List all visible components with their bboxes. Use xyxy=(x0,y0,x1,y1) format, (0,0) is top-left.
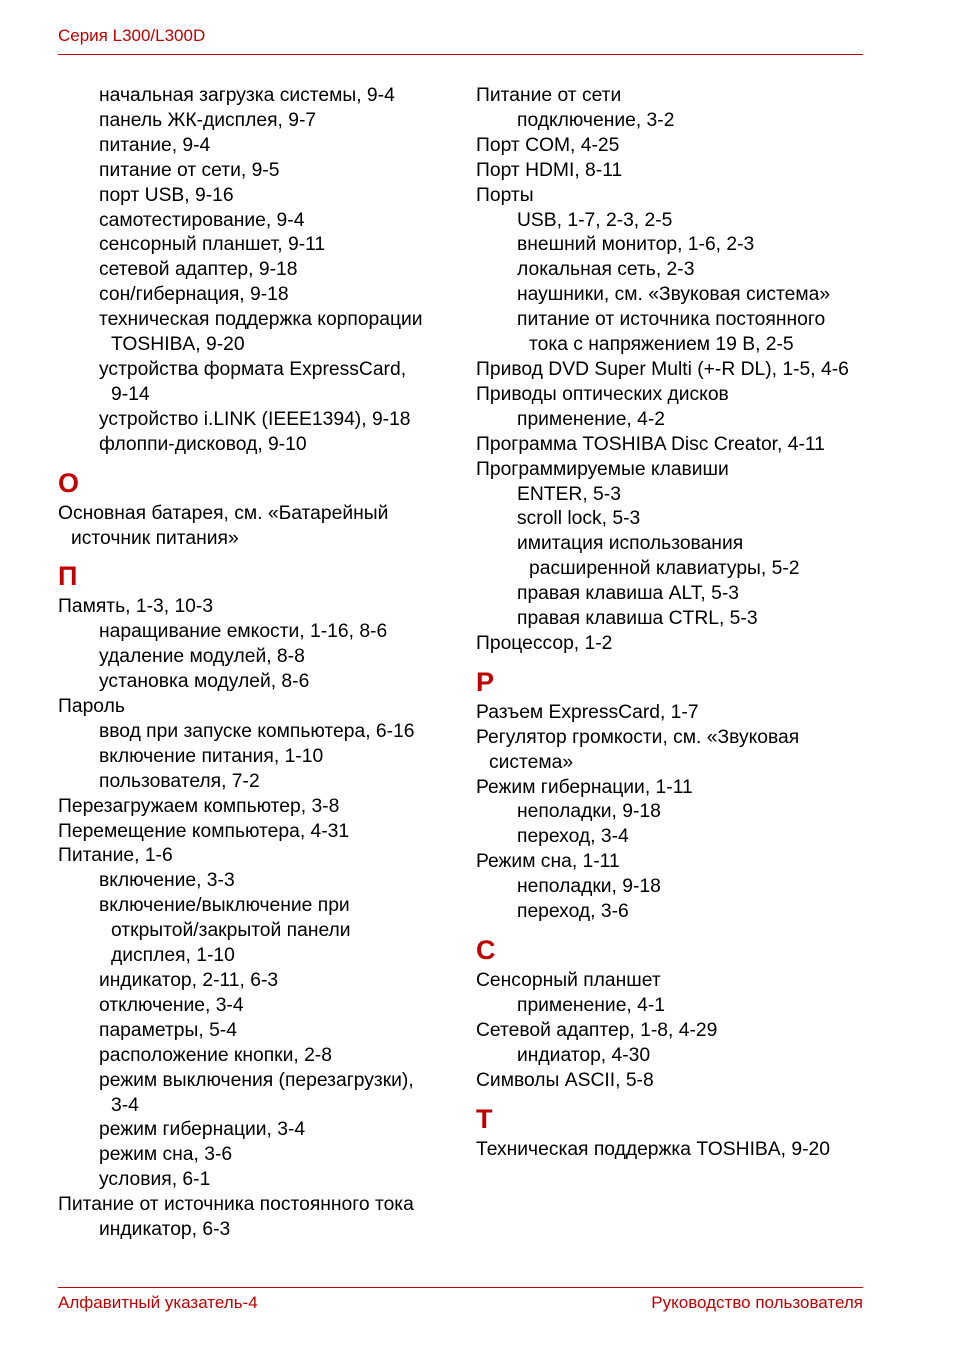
index-subentry: индиатор, 4-30 xyxy=(517,1044,651,1066)
index-subentry: подключение, 3-2 xyxy=(517,109,675,131)
index-subentry: имитация использования xyxy=(517,533,744,555)
index-entry: Регулятор громкости, см. «Звуковая xyxy=(476,726,800,748)
index-entry: Программируемые клавиши xyxy=(476,458,729,480)
index-subentry: ввод при запуске компьютера, 6-16 xyxy=(99,720,415,742)
index-subentry: включение/выключение при xyxy=(99,895,350,917)
index-entry: Питание, 1-6 xyxy=(58,845,173,867)
footer-manual-title: Руководство пользователя xyxy=(651,1293,863,1312)
index-entry: источник питания» xyxy=(71,527,239,549)
index-entry: Перезагружаем компьютер, 3-8 xyxy=(58,795,340,817)
index-entry: Сенсорный планшет xyxy=(476,970,661,991)
index-subentry: правая клавиша CTRL, 5-3 xyxy=(517,608,758,630)
index-subentry: удаление модулей, 8-8 xyxy=(99,646,305,668)
footer-page-label: Алфавитный указатель-4 xyxy=(58,1293,258,1312)
index-subentry: применение, 4-1 xyxy=(517,994,666,1016)
index-subentry: режим сна, 3-6 xyxy=(99,1144,233,1166)
index-subentry: питание от сети, 9-5 xyxy=(99,159,280,181)
index-subentry: пользователя, 7-2 xyxy=(99,770,260,792)
index-section-letter: Р xyxy=(476,666,495,697)
index-subentry: питание от источника постоянного xyxy=(517,309,826,331)
index-subentry: расположение кнопки, 2-8 xyxy=(99,1044,332,1066)
index-entry: Программа TOSHIBA Disc Creator, 4-11 xyxy=(476,433,825,455)
index-subentry: локальная сеть, 2-3 xyxy=(517,259,695,281)
index-entry: Порт HDMI, 8-11 xyxy=(476,159,623,181)
index-subentry: устройство i.LINK (IEEE1394), 9-18 xyxy=(99,408,411,430)
index-subentry: начальная загрузка системы, 9-4 xyxy=(99,85,395,106)
index-subentry: открытой/закрытой панели xyxy=(111,920,351,942)
index-subentry: параметры, 5-4 xyxy=(99,1019,237,1041)
index-subentry: устройства формата ExpressCard, xyxy=(99,358,407,380)
index-subentry: TOSHIBA, 9-20 xyxy=(111,334,245,356)
index-entry: система» xyxy=(489,751,574,773)
index-subentry: сон/гибернация, 9-18 xyxy=(99,284,289,306)
index-subentry: техническая поддержка корпорации xyxy=(99,309,423,331)
index-column-left xyxy=(58,84,458,1243)
index-subentry: применение, 4-2 xyxy=(517,408,666,430)
index-entry: Приводы оптических дисков xyxy=(476,383,729,405)
index-entry: Питание от сети xyxy=(476,85,622,106)
index-entry: Память, 1-3, 10-3 xyxy=(58,596,214,618)
index-section-letter: П xyxy=(58,561,78,592)
index-subentry: самотестирование, 9-4 xyxy=(99,209,305,231)
index-section-letter: Т xyxy=(476,1103,493,1134)
index-entry: Привод DVD Super Multi (+-R DL), 1-5, 4-6 xyxy=(476,358,849,380)
index-subentry: условия, 6-1 xyxy=(99,1169,211,1191)
index-subentry: 9-14 xyxy=(111,383,150,405)
index-subentry: переход, 3-6 xyxy=(517,901,629,923)
index-column-right xyxy=(476,84,896,1162)
header-rule xyxy=(58,54,863,55)
index-subentry: сенсорный планшет, 9-11 xyxy=(99,234,326,256)
index-subentry: правая клавиша ALT, 5-3 xyxy=(517,583,739,605)
index-subentry: установка модулей, 8-6 xyxy=(99,671,310,693)
index-section-letter: О xyxy=(58,467,80,498)
index-subentry: 3-4 xyxy=(111,1094,139,1116)
index-subentry: внешний монитор, 1-6, 2-3 xyxy=(517,234,755,256)
index-subentry: переход, 3-4 xyxy=(517,826,629,848)
index-section-letter: С xyxy=(476,935,496,965)
index-subentry: неполадки, 9-18 xyxy=(517,876,661,898)
index-subentry: отключение, 3-4 xyxy=(99,994,244,1016)
index-subentry: панель ЖК-дисплея, 9-7 xyxy=(99,109,317,131)
index-entry: Процессор, 1-2 xyxy=(476,632,613,654)
index-entry: Символы ASCII, 5-8 xyxy=(476,1069,654,1091)
index-subentry: индикатор, 2-11, 6-3 xyxy=(99,970,279,991)
index-entry: Порты xyxy=(476,184,534,206)
index-subentry: наушники, см. «Звуковая система» xyxy=(517,284,831,306)
index-subentry: включение, 3-3 xyxy=(99,870,235,892)
index-entry: Порт COM, 4-25 xyxy=(476,134,620,156)
index-subentry: наращивание емкости, 1-16, 8-6 xyxy=(99,621,388,643)
index-subentry: включение питания, 1-10 xyxy=(99,745,324,767)
index-entry: Режим гибернации, 1-11 xyxy=(476,776,693,798)
footer-rule xyxy=(58,1287,863,1288)
index-subentry: USB, 1-7, 2-3, 2-5 xyxy=(517,209,673,231)
running-header: Серия L300/L300D xyxy=(58,26,206,45)
index-entry: Перемещение компьютера, 4-31 xyxy=(58,820,350,842)
index-subentry: тока с напряжением 19 В, 2-5 xyxy=(529,334,794,356)
index-subentry: режим гибернации, 3-4 xyxy=(99,1119,306,1141)
index-subentry: scroll lock, 5-3 xyxy=(517,508,641,530)
index-subentry: порт USB, 9-16 xyxy=(99,184,234,206)
index-subentry: дисплея, 1-10 xyxy=(111,945,235,967)
index-entry: Пароль xyxy=(58,696,125,718)
index-subentry: ENTER, 5-3 xyxy=(517,483,621,505)
index-entry: Разъем ExpressCard, 1-7 xyxy=(476,701,699,723)
index-entry: Режим сна, 1-11 xyxy=(476,851,620,873)
index-subentry: индикатор, 6-3 xyxy=(99,1219,231,1241)
index-subentry: питание, 9-4 xyxy=(99,134,211,156)
index-entry: Основная батарея, см. «Батарейный xyxy=(58,502,389,524)
index-subentry: сетевой адаптер, 9-18 xyxy=(99,259,298,281)
index-entry: Сетевой адаптер, 1-8, 4-29 xyxy=(476,1019,718,1041)
index-subentry: расширенной клавиатуры, 5-2 xyxy=(529,558,800,580)
index-subentry: флоппи-дисковод, 9-10 xyxy=(99,433,307,455)
index-subentry: режим выключения (перезагрузки), xyxy=(99,1069,414,1091)
index-entry: Питание от источника постоянного тока xyxy=(58,1194,414,1216)
index-entry: Техническая поддержка TOSHIBA, 9-20 xyxy=(476,1138,830,1160)
index-subentry: неполадки, 9-18 xyxy=(517,801,661,823)
